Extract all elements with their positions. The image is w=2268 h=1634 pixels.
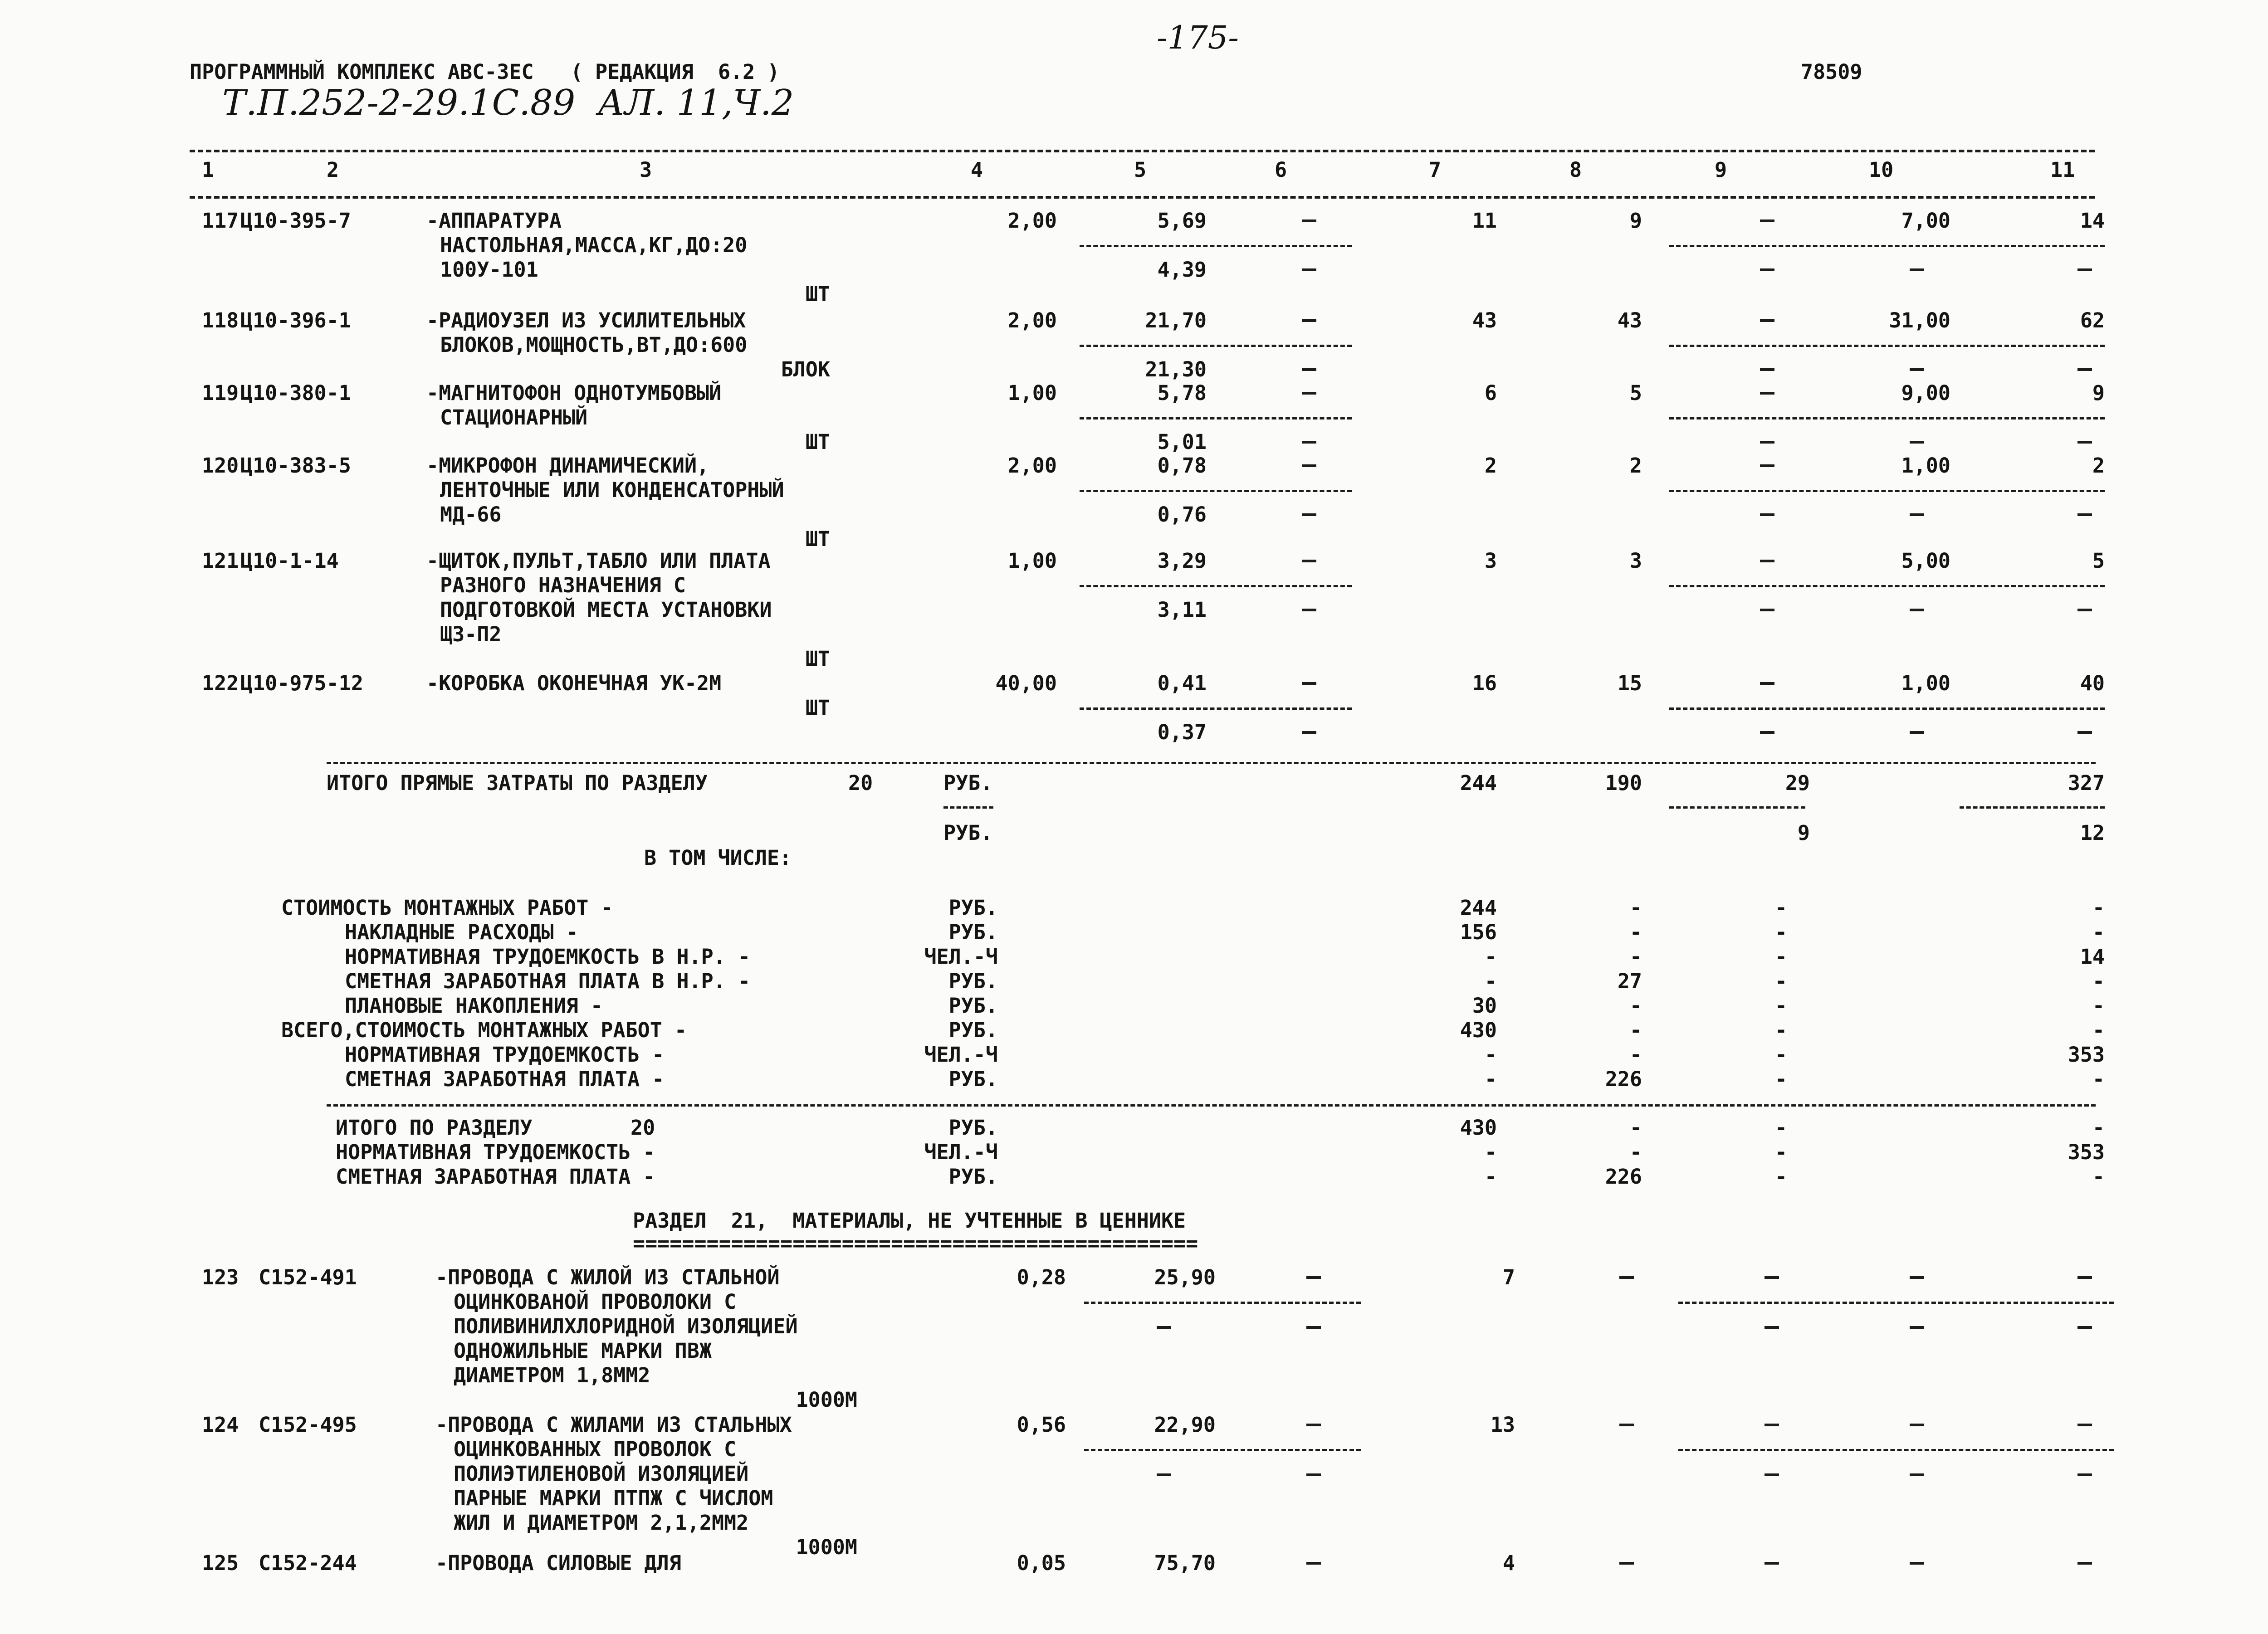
labor-total: 2	[2092, 454, 2105, 478]
empty-value-dash	[1910, 441, 1924, 444]
empty-value-dash	[1910, 1276, 1924, 1279]
empty-value-dash	[1910, 368, 1924, 371]
material-description: ОЦИНКОВАНОЙ ПРОВОЛОКИ С	[454, 1290, 737, 1314]
wages-cost: 3	[1629, 549, 1642, 573]
empty-value-dash	[1910, 513, 1924, 516]
unit-label: ШТ	[805, 647, 830, 671]
section-total-label: ИТОГО ПО РАЗДЕЛУ	[336, 1116, 533, 1140]
breakdown-labor: -	[2092, 896, 2105, 920]
row-number: 119	[202, 381, 239, 405]
separator-line	[1669, 707, 2105, 710]
section-total-cost: 430	[1460, 1116, 1497, 1140]
item-description: -КОРОБКА ОКОНЕЧНАЯ УК-2М	[426, 671, 722, 695]
empty-value-dash	[1910, 1473, 1924, 1476]
unit-label: ЧЕЛ.-Ч	[924, 945, 998, 969]
empty-value-dash	[1760, 731, 1774, 734]
material-description: ОДНОЖИЛЬНЫЕ МАРКИ ПВЖ	[454, 1339, 712, 1363]
empty-value-dash	[1760, 464, 1774, 467]
quantity: 0,56	[1017, 1413, 1066, 1437]
breakdown-cost: 30	[1472, 994, 1497, 1018]
breakdown-machines: -	[1774, 1043, 1787, 1067]
empty-value-dash	[2077, 268, 2092, 271]
unit-price-wages: 21,30	[1145, 357, 1207, 381]
empty-value-dash	[1765, 1562, 1779, 1565]
total-cost: 43	[1472, 308, 1497, 332]
item-description: БЛОКОВ,МОЩНОСТЬ,ВТ,ДО:600	[440, 333, 748, 357]
empty-value-dash	[1765, 1276, 1779, 1279]
labor-norm: 1,00	[1901, 454, 1950, 478]
empty-value-dash	[1157, 1326, 1171, 1329]
separator-line	[1678, 1449, 2114, 1451]
empty-value-dash	[2077, 731, 2092, 734]
quantity: 1,00	[1007, 381, 1057, 405]
empty-value-dash	[1157, 1473, 1171, 1476]
breakdown-machines: -	[1774, 994, 1787, 1018]
breakdown-cost: 156	[1460, 920, 1497, 944]
handwritten-reference: Т.П.252-2-29.1С.89 АЛ. 11,Ч.2	[222, 83, 794, 123]
item-description: -РАДИОУЗЕЛ ИЗ УСИЛИТЕЛЬНЫХ	[426, 308, 746, 332]
empty-value-dash	[1619, 1276, 1634, 1279]
unit-price-wages: 0,76	[1157, 502, 1207, 527]
unit-label: РУБ.	[948, 1067, 998, 1091]
empty-value-dash	[1760, 219, 1774, 222]
item-description: НАСТОЛЬНАЯ,МАССА,КГ,ДО:20	[440, 233, 748, 257]
unit-label: РУБ.	[948, 896, 998, 920]
unit-label: ЧЕЛ.-Ч	[924, 1043, 998, 1067]
unit-label: РУБ.	[948, 1165, 998, 1189]
separator-line	[1669, 585, 2105, 587]
item-description: ПОДГОТОВКОЙ МЕСТА УСТАНОВКИ	[440, 598, 772, 622]
price-code: Ц10-975-12	[240, 671, 363, 695]
section-total-cost: -	[1484, 1165, 1497, 1189]
breakdown-machines: -	[1774, 896, 1787, 920]
item-description: СТАЦИОНАРНЫЙ	[440, 405, 588, 429]
document-id: 78509	[1801, 60, 1862, 84]
cost-breakdown-label: ПЛАНОВЫЕ НАКОПЛЕНИЯ -	[345, 994, 603, 1018]
empty-value-dash	[1619, 1424, 1634, 1426]
row-number: 121	[202, 549, 239, 573]
empty-value-dash	[1910, 268, 1924, 271]
separator-line	[1669, 245, 2105, 247]
total-cost: 6	[1484, 381, 1497, 405]
cost-breakdown-label: ВСЕГО,СТОИМОСТЬ МОНТАЖНЫХ РАБОТ -	[281, 1018, 687, 1042]
direct-costs-label: ИТОГО ПРЯМЫЕ ЗАТРАТЫ ПО РАЗДЕЛУ	[327, 771, 708, 795]
quantity: 2,00	[1007, 308, 1057, 332]
breakdown-machines: -	[1774, 1067, 1787, 1091]
separator-line	[943, 806, 993, 809]
section-total-label: НОРМАТИВНАЯ ТРУДОЕМКОСТЬ -	[336, 1140, 655, 1164]
price-code: Ц10-395-7	[240, 209, 351, 233]
unit-price: 25,90	[1154, 1265, 1216, 1289]
separator-line	[327, 1104, 2096, 1107]
separator-line	[327, 762, 2096, 764]
labor-total: 14	[2080, 209, 2105, 233]
cost-breakdown-label: НОРМАТИВНАЯ ТРУДОЕМКОСТЬ -	[345, 1043, 665, 1067]
column-header-11: 11	[2050, 158, 2075, 182]
section-number: 20	[631, 1116, 655, 1140]
wages-cost: 5	[1629, 381, 1642, 405]
empty-value-dash	[1302, 319, 1316, 322]
unit-label: РУБ.	[948, 1116, 998, 1140]
empty-value-dash	[2077, 441, 2092, 444]
breakdown-cost: -	[1484, 945, 1497, 969]
empty-value-dash	[1302, 560, 1316, 562]
empty-value-dash	[2077, 1326, 2092, 1329]
cost-breakdown-label: СМЕТНАЯ ЗАРАБОТНАЯ ПЛАТА В Н.Р. -	[345, 969, 751, 993]
material-description: ПОЛИВИНИЛХЛОРИДНОЙ ИЗОЛЯЦИЕЙ	[454, 1314, 798, 1338]
empty-value-dash	[2077, 513, 2092, 516]
separator-line	[1084, 1449, 1361, 1451]
item-description: -МИКРОФОН ДИНАМИЧЕСКИЙ,	[426, 454, 709, 478]
price-code: Ц10-380-1	[240, 381, 351, 405]
unit-price-wages: 5,01	[1157, 430, 1207, 454]
empty-value-dash	[1302, 609, 1316, 611]
material-description: ПАРНЫЕ МАРКИ ПТПЖ С ЧИСЛОМ	[454, 1486, 773, 1510]
quantity: 2,00	[1007, 454, 1057, 478]
row-number: 120	[202, 454, 239, 478]
separator-line	[1084, 1302, 1361, 1304]
section-total-machines: -	[1774, 1116, 1787, 1140]
labor-norm: 5,00	[1901, 549, 1950, 573]
unit-label: ШТ	[805, 282, 830, 306]
empty-value-dash	[1302, 268, 1316, 271]
column-header-1: 1	[202, 158, 215, 182]
separator-line	[1080, 585, 1352, 587]
cost-breakdown-label: НОРМАТИВНАЯ ТРУДОЕМКОСТЬ В Н.Р. -	[345, 945, 751, 969]
section-number: 20	[848, 771, 873, 795]
breakdown-machines: -	[1774, 1018, 1787, 1042]
item-description: -МАГНИТОФОН ОДНОТУМБОВЫЙ	[426, 381, 722, 405]
material-description: ЖИЛ И ДИАМЕТРОМ 2,1,2ММ2	[454, 1511, 749, 1535]
empty-value-dash	[1306, 1276, 1321, 1279]
empty-value-dash	[1910, 1424, 1924, 1426]
unit-price: 5,69	[1157, 209, 1207, 233]
empty-value-dash	[1302, 441, 1316, 444]
empty-value-dash	[1760, 368, 1774, 371]
section-total-machines: -	[1774, 1165, 1787, 1189]
column-header-rule	[190, 196, 2095, 199]
separator-line	[1080, 490, 1352, 492]
empty-value-dash	[2077, 1276, 2092, 1279]
column-header-9: 9	[1715, 158, 1727, 182]
material-description: ПОЛИЭТИЛЕНОВОЙ ИЗОЛЯЦИЕЙ	[454, 1462, 749, 1486]
empty-value-dash	[1910, 1326, 1924, 1329]
empty-value-dash	[1302, 513, 1316, 516]
direct-total-machines: 29	[1785, 771, 1810, 795]
column-header-2: 2	[327, 158, 339, 182]
breakdown-wages: 226	[1605, 1067, 1642, 1091]
wages-cost: 15	[1617, 671, 1642, 695]
row-number: 124	[202, 1413, 239, 1437]
empty-value-dash	[1765, 1473, 1779, 1476]
price-code: Ц10-396-1	[240, 308, 351, 332]
currency-unit: РУБ.	[943, 821, 993, 845]
breakdown-cost: 430	[1460, 1018, 1497, 1042]
unit-label: БЛОК	[781, 357, 830, 381]
material-description: -ПРОВОДА С ЖИЛАМИ ИЗ СТАЛЬНЫХ	[435, 1413, 792, 1437]
cost-breakdown-label: СМЕТНАЯ ЗАРАБОТНАЯ ПЛАТА -	[345, 1067, 665, 1091]
section-total-label: СМЕТНАЯ ЗАРАБОТНАЯ ПЛАТА -	[336, 1165, 655, 1189]
row-number: 117	[202, 209, 239, 233]
labor-total: 40	[2080, 671, 2105, 695]
unit-price-wages: 0,37	[1157, 720, 1207, 744]
row-number: 123	[202, 1265, 239, 1289]
breakdown-machines: -	[1774, 969, 1787, 993]
empty-value-dash	[2077, 368, 2092, 371]
including-label: В ТОМ ЧИСЛЕ:	[644, 846, 792, 870]
empty-value-dash	[2077, 609, 2092, 611]
unit-label: ШТ	[805, 696, 830, 720]
direct-total-wages: 190	[1605, 771, 1642, 795]
empty-value-dash	[1306, 1473, 1321, 1476]
breakdown-cost: -	[1484, 1067, 1497, 1091]
total-cost: 7	[1502, 1265, 1515, 1289]
unit-label: 1000М	[796, 1388, 857, 1412]
currency-unit: РУБ.	[943, 771, 993, 795]
empty-value-dash	[1306, 1326, 1321, 1329]
separator-line	[1669, 345, 2105, 347]
section-total-machines: -	[1774, 1140, 1787, 1164]
empty-value-dash	[1760, 441, 1774, 444]
price-code: С152-491	[259, 1265, 357, 1289]
direct-total-machines-wages: 9	[1797, 821, 1810, 845]
section-21-underline: ==============================================	[633, 1231, 1198, 1255]
unit-label: РУБ.	[948, 969, 998, 993]
empty-value-dash	[1760, 268, 1774, 271]
breakdown-wages: -	[1629, 896, 1642, 920]
section-total-wages: 226	[1605, 1165, 1642, 1189]
section-total-wages: -	[1629, 1116, 1642, 1140]
program-title: ПРОГРАММНЫЙ КОМПЛЕКС АВС-ЗЕС ( РЕДАКЦИЯ 6.2 )	[190, 60, 780, 84]
unit-price: 21,70	[1145, 308, 1207, 332]
cost-breakdown-label: НАКЛАДНЫЕ РАСХОДЫ -	[345, 920, 578, 944]
labor-norm: 7,00	[1901, 209, 1950, 233]
total-cost: 2	[1484, 454, 1497, 478]
section-total-labor: -	[2092, 1116, 2105, 1140]
empty-value-dash	[1302, 464, 1316, 467]
empty-value-dash	[1910, 731, 1924, 734]
column-header-3: 3	[640, 158, 652, 182]
unit-label: ШТ	[805, 527, 830, 551]
row-number: 125	[202, 1551, 239, 1575]
empty-value-dash	[1302, 682, 1316, 685]
labor-norm: 31,00	[1889, 308, 1950, 332]
breakdown-wages: -	[1629, 920, 1642, 944]
total-cost: 3	[1484, 549, 1497, 573]
unit-price: 22,90	[1154, 1413, 1216, 1437]
quantity: 40,00	[995, 671, 1057, 695]
item-description: РАЗНОГО НАЗНАЧЕНИЯ С	[440, 573, 686, 597]
unit-label: ШТ	[805, 430, 830, 454]
empty-value-dash	[1760, 513, 1774, 516]
section-total-labor: 353	[2068, 1140, 2105, 1164]
breakdown-cost: -	[1484, 1043, 1497, 1067]
labor-total: 5	[2092, 549, 2105, 573]
breakdown-machines: -	[1774, 920, 1787, 944]
row-number: 122	[202, 671, 239, 695]
breakdown-labor: -	[2092, 969, 2105, 993]
quantity: 1,00	[1007, 549, 1057, 573]
empty-value-dash	[1302, 368, 1316, 371]
separator-line	[1678, 1302, 2114, 1304]
total-cost: 13	[1490, 1413, 1515, 1437]
item-description: -АППАРАТУРА	[426, 209, 562, 233]
breakdown-labor: 14	[2080, 945, 2105, 969]
item-description: 100У-101	[440, 258, 538, 282]
empty-value-dash	[1306, 1424, 1321, 1426]
unit-price: 0,78	[1157, 454, 1207, 478]
breakdown-wages: 27	[1617, 969, 1642, 993]
empty-value-dash	[1910, 609, 1924, 611]
material-description: -ПРОВОДА С ЖИЛОЙ ИЗ СТАЛЬНОЙ	[435, 1265, 780, 1289]
section-total-wages: -	[1629, 1140, 1642, 1164]
item-description: -ЩИТОК,ПУЛЬТ,ТАБЛО ИЛИ ПЛАТА	[426, 549, 771, 573]
breakdown-labor: -	[2092, 1067, 2105, 1091]
column-header-5: 5	[1134, 158, 1147, 182]
item-description: ЛЕНТОЧНЫЕ ИЛИ КОНДЕНСАТОРНЫЙ	[440, 478, 784, 502]
labor-total: 9	[2092, 381, 2105, 405]
unit-label: РУБ.	[948, 920, 998, 944]
unit-price-wages: 3,11	[1157, 598, 1207, 622]
column-header-6: 6	[1275, 158, 1287, 182]
page-number: -175-	[1157, 19, 1239, 56]
breakdown-wages: -	[1629, 945, 1642, 969]
separator-line	[1080, 245, 1352, 247]
cost-breakdown-label: СТОИМОСТЬ МОНТАЖНЫХ РАБОТ -	[281, 896, 613, 920]
total-cost: 11	[1472, 209, 1497, 233]
price-code: Ц10-383-5	[240, 454, 351, 478]
material-description: ДИАМЕТРОМ 1,8ММ2	[454, 1363, 650, 1387]
breakdown-labor: -	[2092, 994, 2105, 1018]
empty-value-dash	[1760, 609, 1774, 611]
unit-price: 5,78	[1157, 381, 1207, 405]
separator-line	[1669, 806, 1805, 809]
empty-value-dash	[1302, 392, 1316, 395]
empty-value-dash	[1760, 319, 1774, 322]
separator-line	[1080, 417, 1352, 419]
separator-line	[1669, 417, 2105, 419]
separator-line	[1080, 707, 1352, 710]
wages-cost: 9	[1629, 209, 1642, 233]
breakdown-cost: 244	[1460, 896, 1497, 920]
empty-value-dash	[1306, 1562, 1321, 1565]
empty-value-dash	[2077, 1473, 2092, 1476]
column-header-4: 4	[971, 158, 983, 182]
wages-cost: 43	[1617, 308, 1642, 332]
unit-price-wages: 4,39	[1157, 258, 1207, 282]
empty-value-dash	[1619, 1562, 1634, 1565]
section-total-labor: -	[2092, 1165, 2105, 1189]
unit-price: 75,70	[1154, 1551, 1216, 1575]
item-description: МД-66	[440, 502, 502, 527]
unit-label: ЧЕЛ.-Ч	[924, 1140, 998, 1164]
breakdown-machines: -	[1774, 945, 1787, 969]
column-header-10: 10	[1869, 158, 1894, 182]
empty-value-dash	[1760, 560, 1774, 562]
empty-value-dash	[1765, 1424, 1779, 1426]
section-21-title: РАЗДЕЛ 21, МАТЕРИАЛЫ, НЕ УЧТЕННЫЕ В ЦЕННИКЕ	[633, 1209, 1186, 1233]
labor-norm: 9,00	[1901, 381, 1950, 405]
breakdown-wages: -	[1629, 994, 1642, 1018]
separator-line	[1960, 806, 2105, 809]
empty-value-dash	[1760, 682, 1774, 685]
price-code: С152-244	[259, 1551, 357, 1575]
quantity: 0,28	[1017, 1265, 1066, 1289]
breakdown-wages: -	[1629, 1043, 1642, 1067]
direct-total-labor: 327	[2068, 771, 2105, 795]
breakdown-labor: -	[2092, 920, 2105, 944]
empty-value-dash	[2077, 1562, 2092, 1565]
unit-label: РУБ.	[948, 1018, 998, 1042]
item-description: ЩЗ-П2	[440, 622, 502, 646]
total-cost: 4	[1502, 1551, 1515, 1575]
quantity: 2,00	[1007, 209, 1057, 233]
empty-value-dash	[1910, 1562, 1924, 1565]
unit-label: РУБ.	[948, 994, 998, 1018]
material-description: ОЦИНКОВАННЫХ ПРОВОЛОК С	[454, 1437, 737, 1461]
column-header-7: 7	[1429, 158, 1442, 182]
total-cost: 16	[1472, 671, 1497, 695]
separator-line	[1669, 490, 2105, 492]
price-code: С152-495	[259, 1413, 357, 1437]
empty-value-dash	[1765, 1326, 1779, 1329]
column-header-8: 8	[1569, 158, 1582, 182]
separator-line	[1080, 345, 1352, 347]
unit-price: 3,29	[1157, 549, 1207, 573]
direct-total-cost: 244	[1460, 771, 1497, 795]
wages-cost: 2	[1629, 454, 1642, 478]
labor-total: 62	[2080, 308, 2105, 332]
direct-total-labor-b: 12	[2080, 821, 2105, 845]
unit-price: 0,41	[1157, 671, 1207, 695]
quantity: 0,05	[1017, 1551, 1066, 1575]
price-code: Ц10-1-14	[240, 549, 339, 573]
section-total-cost: -	[1484, 1140, 1497, 1164]
breakdown-cost: -	[1484, 969, 1497, 993]
empty-value-dash	[1302, 219, 1316, 222]
table-top-rule	[190, 150, 2095, 152]
row-number: 118	[202, 308, 239, 332]
empty-value-dash	[2077, 1424, 2092, 1426]
labor-norm: 1,00	[1901, 671, 1950, 695]
breakdown-labor: 353	[2068, 1043, 2105, 1067]
breakdown-wages: -	[1629, 1018, 1642, 1042]
unit-label: 1000М	[796, 1535, 857, 1559]
empty-value-dash	[1302, 731, 1316, 734]
empty-value-dash	[1760, 392, 1774, 395]
material-description: -ПРОВОДА СИЛОВЫЕ ДЛЯ	[435, 1551, 681, 1575]
breakdown-labor: -	[2092, 1018, 2105, 1042]
